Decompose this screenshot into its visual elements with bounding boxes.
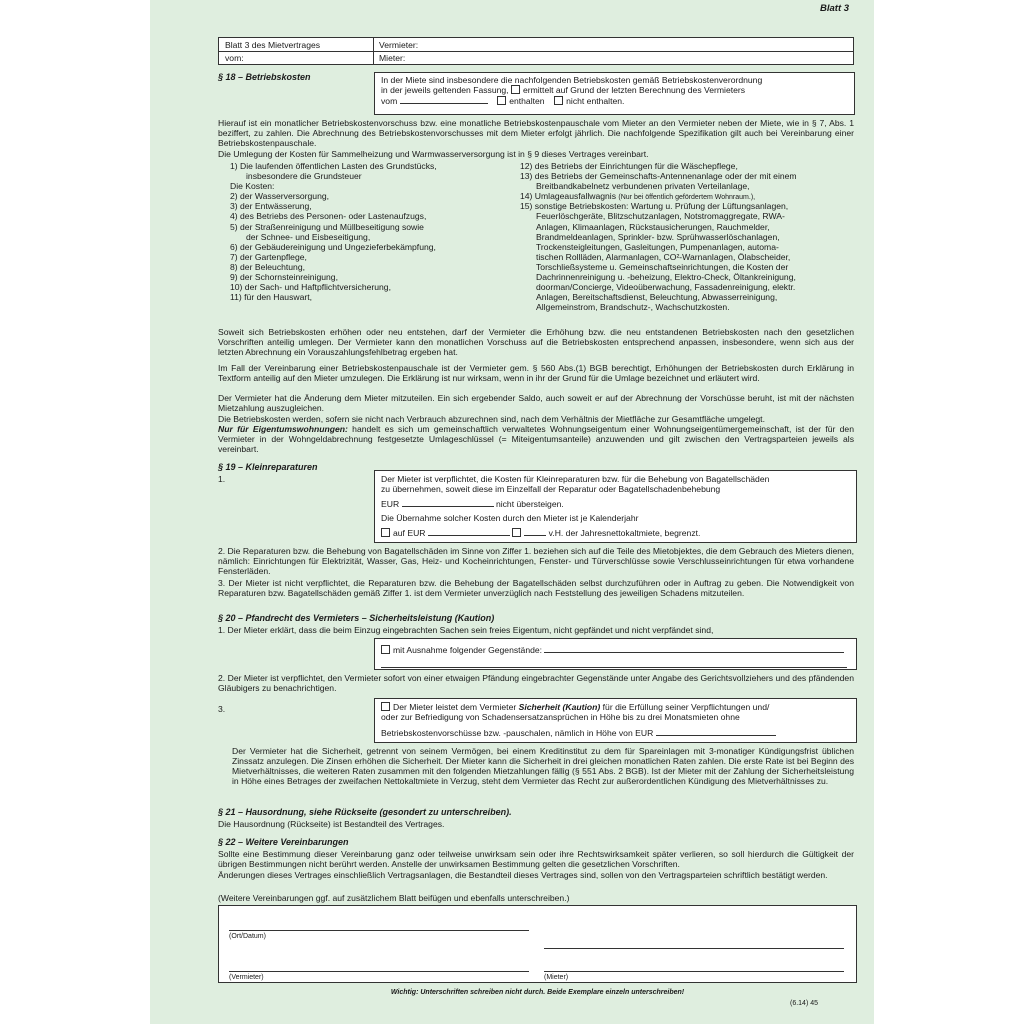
place-date-label: (Ort/Datum) [229, 933, 266, 940]
s22-para2: Änderungen dieses Vertrages einschließlich Vertragsanlagen, die Bestandteil dieses Vertrages sind, sollen von den Vertragsparteien schriftlich bestätigt werden. [218, 870, 828, 880]
deposit-amount-input[interactable] [656, 727, 776, 736]
checkbox-exceptions[interactable] [381, 645, 390, 654]
tenant-signature-line[interactable] [544, 971, 844, 972]
s18-para2: Die Umlegung der Kosten für Sammelheizung und Warmwasserversorgung ist in § 9 dieses Vertrages vereinbart. [218, 149, 649, 159]
list-item: 3) der Entwässerung, [230, 201, 312, 212]
list-item: 11) für den Hauswart, [230, 292, 312, 303]
list-item: Die Kosten: [230, 181, 275, 192]
list-item: Brandmeldeanlagen, Sprinkler- bzw. Sprühwasserlöschanlagen, [536, 231, 780, 242]
exceptions-input-line2[interactable] [381, 659, 847, 668]
list-item: insbesondere die Grundsteuer [246, 171, 362, 182]
list-item: 7) der Gartenpflege, [230, 251, 307, 262]
list-item: 15) sonstige Betriebskosten: Wartung u. Prüfung der Lüftungsanlagen, [520, 201, 789, 212]
header-landlord-field[interactable]: Vermieter: [379, 40, 419, 50]
section-18-box: In der Miete sind insbesondere die nachfolgenden Betriebskosten gemäß Betriebskostenverordnung in der jeweils geltenden Fassung, ermittelt auf Grund der letzten Berechnung des Vermieters vom enthalten nicht enthalten. [374, 72, 855, 115]
s18-para6: Die Betriebskosten werden, sofern sie nicht nach Verbrauch abzurechnen sind, nach dem Verhältnis der Mietfläche zur Gesamtfläche umgelegt. [218, 414, 765, 424]
list-item: 8) der Beleuchtung, [230, 261, 306, 272]
list-item: 9) der Schornsteinreinigung, [230, 272, 338, 283]
s20-para3: Der Vermieter hat die Sicherheit, getrennt von seinem Vermögen, bei einem Kreditinstitut zu dem für Spareinlagen mit 3-monatiger Kündigungsfrist üblichen Zinssatz anzulegen. Die Zinsen erhöhen die Sicherheit. Der Mieter kann die Sicherheit in drei gleichen monatlichen Raten zahlen. Die erste Rate ist bei Beginn des Mietverhältnisses, die weiteren Raten zusammen mit den folgenden Mietzahlungen fällig (§ 551 Abs. 2 BGB). Ist der Mieter mit der Zahlung der Sicherheitsleistung in Höhe eines Betrages der zweifachen Nettokaltmiete in Verzug, steht dem Vermieter das Recht zur außerordentlichen Kündigung des Mietverhältnisses zu. [232, 746, 854, 786]
footer-note: Wichtig: Unterschriften schreiben nicht durch. Beide Exemplare einzeln unterschreiben! [390, 989, 685, 996]
place-date-line[interactable] [229, 930, 529, 931]
tenant-signature-label: (Mieter) [544, 974, 569, 981]
list-item: der Schnee- und Eisbeseitigung, [246, 231, 371, 242]
header-table [218, 37, 854, 65]
s20-para2: 2. Der Mieter ist verpflichtet, den Vermieter sofort von einer etwaigen Pfändung eingebrachter Gegenstände unter Angabe des Gerichtsvollziehers und des pfändenden Gläubigers zu benachrichtigen. [218, 673, 854, 693]
list-item: 14) Umlageausfallwagnis (Nur bei öffentlich gefördertem Wohnraum.), [520, 191, 756, 202]
s22-para3: (Weitere Vereinbarungen ggf. auf zusätzlichem Blatt beifügen und ebenfalls unterschreiben.) [218, 893, 570, 903]
form-sheet [150, 0, 874, 1024]
checkbox-annual-percent[interactable] [512, 528, 521, 537]
landlord-signature-line[interactable] [229, 971, 529, 972]
list-item: Dachrinnenreinigung u. -beheizung, Elektro-Check, Öltankreinigung, [536, 272, 796, 283]
s18-para1: Hierauf ist ein monatlicher Betriebskostenvorschuss bzw. eine monatliche Betriebskostenpauschale vom Mieter an den Vermieter neben der Miete, wie in § 7, Abs. 1 beziffert, zu zahlen. Die Abrechnung des Betriebskostenvorschusses mit dem Mieter erfolgt jährlich. Die nachfolgende Spezifikation gilt auch bei Vereinbarung einer Betriebskostenpauschale. [218, 118, 854, 148]
landlord-signature-label: (Vermieter) [229, 974, 264, 981]
list-item: Torschließsysteme u. Gemeinschaftseinrichtungen, die Kosten der [536, 261, 789, 272]
list-item: Feuerlöschgeräte, Blitzschutzanlagen, Notstromaggregate, RWA- [536, 211, 785, 222]
list-item: Anlagen, Bereitschaftsdienst, Beleuchtung, Abwasserreinigung, [536, 292, 778, 303]
list-item: Allgemeinstrom, Brandschutz-, Wachschutzkosten. [536, 302, 730, 313]
section-21-title: § 21 – Hausordnung, siehe Rückseite (gesondert zu unterschreiben). [218, 807, 512, 817]
s18-box-line1: In der Miete sind insbesondere die nachfolgenden Betriebskosten gemäß Betriebskostenverordnung [381, 75, 763, 85]
section-19-title: § 19 – Kleinreparaturen [218, 462, 318, 472]
s22-para1: Sollte eine Bestimmung dieser Vereinbarung ganz oder teilweise unwirksam sein oder ihre Rechtswirksamkeit später verlieren, so soll hierdurch die Gültigkeit der übrigen Bestimmungen nicht berührt werden. Anstelle der unwirksamen Bestimmung gelten die gesetzlichen Vorschriften. [218, 849, 854, 869]
s18-right-list [520, 161, 856, 312]
header-tenant-field[interactable]: Mieter: [379, 53, 406, 63]
list-item: 1) Die laufenden öffentlichen Lasten des Grundstücks, [230, 161, 437, 171]
list-item: doorman/Concierge, Videoüberwachung, Fassadenreinigung, elektr. [536, 282, 796, 293]
s19-para3: 3. Der Mieter ist nicht verpflichtet, die Reparaturen bzw. die Behebung der Bagatellschäden selbst durchzuführen oder in Auftrag zu geben. Die Notwendigkeit von Reparaturen bzw. Bagatellschäden gemäß Ziffer 1. ist dem Vermieter unverzüglich nach Feststellung des jeweiligen Schadens mitzuteilen. [218, 578, 854, 598]
s20-deposit-box: Der Mieter leistet dem Vermieter Sicherheit (Kaution) für die Erfüllung seiner Verpflichtungen und/ oder zur Befriedigung von Schadensersatzansprüchen in Höhe bis zu drei Monatsmieten ohne Betriebskostenvorschüsse bzw. -pauschalen, nämlich in Höhe von EUR [374, 698, 857, 743]
annual-eur-input[interactable] [428, 527, 510, 536]
repair-limit-eur-input[interactable] [402, 498, 494, 507]
s19-para2: 2. Die Reparaturen bzw. die Behebung von Bagatellschäden im Sinne von Ziffer 1. beziehen sich auf die Teile des Mietobjektes, die dem Gebrauch des Mieters dienen, nämlich: Einrichtungen für Elektrizität, Wasser, Gas, Heiz- und Kocheinrichtungen, Fenster- und Türverschlüsse sowie Verschlusseinrichtungen für etwa vorhandene Fensterläden. [218, 546, 855, 576]
list-item: 4) des Betriebs des Personen- oder Lastenaufzugs, [230, 211, 427, 222]
s18-para5: Der Vermieter hat die Änderung dem Mieter mitzuteilen. Ein sich ergebender Saldo, auch soweit er auf der Abrechnung der Vorschüsse beruht, ist mit der nächsten Mietzahlung auszugleichen. [218, 393, 854, 413]
list-item: tischen Rollläden, Alarmanlagen, CO²-Warnanlagen, Ölabscheider, [536, 251, 791, 262]
header-contract-sheet: Blatt 3 des Mietvertrages [225, 40, 321, 50]
s20-num3: 3. [218, 704, 226, 714]
list-item: 10) der Sach- und Haftpflichtversicherung, [230, 282, 391, 293]
header-date-label[interactable]: vom: [225, 53, 244, 63]
checkbox-not-included[interactable] [554, 96, 563, 105]
checkbox-annual-eur[interactable] [381, 528, 390, 537]
signature-box [218, 905, 857, 983]
checkbox-determined[interactable] [511, 85, 520, 94]
list-item: 2) der Wasserversorgung, [230, 191, 330, 202]
list-item: Breitbandkabelnetz verbundenen privaten Verteilanlage, [536, 181, 750, 192]
list-item: 5) der Straßenreinigung und Müllbeseitigung sowie [230, 221, 424, 232]
s20-para1: 1. Der Mieter erklärt, dass die beim Einzug eingebrachten Sachen sein freies Eigentum, nicht gepfändet und nicht verpfändet sind, [218, 625, 714, 635]
extra-signature-line[interactable] [544, 948, 844, 949]
s18-para7: Nur für Eigentumswohnungen: handelt es sich um gemeinschaftlich verwaltetes Wohnungseigentum einer Wohnungseigentümergemeinschaft, ist der für den Vermieter in der Wohngeldabrechnung festgesetzte Umlageschlüssel (= Miteigentumsanteile) anzuwenden und gilt zwischen den Vertragsparteien jeweils als vereinbart. [218, 424, 854, 454]
s20-exceptions-box: mit Ausnahme folgender Gegenstände: [374, 638, 857, 670]
list-item: 13) des Betriebs der Gemeinschafts-Antennenanlage oder der mit einem [520, 171, 797, 182]
exceptions-input[interactable] [544, 644, 844, 653]
section-19-box: Der Mieter ist verpflichtet, die Kosten für Kleinreparaturen bzw. für die Behebung von Bagatellschäden zu übernehmen, soweit diese im Einzelfall der Reparatur oder Bagatellschadenbehebung EUR nicht übersteigen. Die Übernahme solcher Kosten durch den Mieter ist je Kalenderjahr auf EUR v.H. der Jahresnettokaltmiete, begrenzt. [374, 470, 857, 543]
s19-num1: 1. [218, 474, 226, 484]
s18-para3: Soweit sich Betriebskosten erhöhen oder neu entstehen, darf der Vermieter die Erhöhung bzw. die neu entstandenen Betriebskosten nach den gesetzlichen Vorschriften anteilig umlegen. Der Vermieter kann den monatlichen Vorschuss auf die Betriebskosten entsprechend anpassen, insbesondere, wenn sich aus der letzten Abrechnung ein Vorauszahlungsfehlbetrag ergeben hat. [218, 327, 854, 357]
section-18-title: § 18 – Betriebskosten [218, 72, 311, 82]
annual-percent-input[interactable] [524, 527, 546, 536]
list-item: Anlagen, Klimaanlagen, Rückstausicherungen, Rauchmelder, [536, 221, 770, 232]
checkbox-deposit[interactable] [381, 702, 390, 711]
s18-left-list [230, 161, 510, 302]
list-item: 6) der Gebäudereinigung und Ungezieferbekämpfung, [230, 241, 436, 252]
calc-date-input[interactable] [400, 95, 488, 104]
section-20-title: § 20 – Pfandrecht des Vermieters – Sicherheitsleistung (Kaution) [218, 613, 495, 623]
section-22-title: § 22 – Weitere Vereinbarungen [218, 837, 349, 847]
footer-code: (6.14) 45 [790, 1000, 819, 1007]
sheet-label: Blatt 3 [820, 3, 850, 14]
list-item: 12) des Betriebs der Einrichtungen für die Wäschepflege, [520, 161, 738, 171]
checkbox-included[interactable] [497, 96, 506, 105]
list-item: Trockensteigleitungen, Gasleitungen, Pumpenanlagen, automa- [536, 241, 779, 252]
s21-para1: Die Hausordnung (Rückseite) ist Bestandteil des Vertrages. [218, 819, 445, 829]
s18-para4: Im Fall der Vereinbarung einer Betriebskostenpauschale ist der Vermieter gem. § 560 Abs.(1) BGB berechtigt, Erhöhungen der Betriebskosten durch Erklärung in Textform anteilig auf den Mieter umzulegen. Die Erklärung ist nur wirksam, wenn in ihr der Grund für die Umlage bezeichnet und erläutert wird. [218, 363, 854, 383]
